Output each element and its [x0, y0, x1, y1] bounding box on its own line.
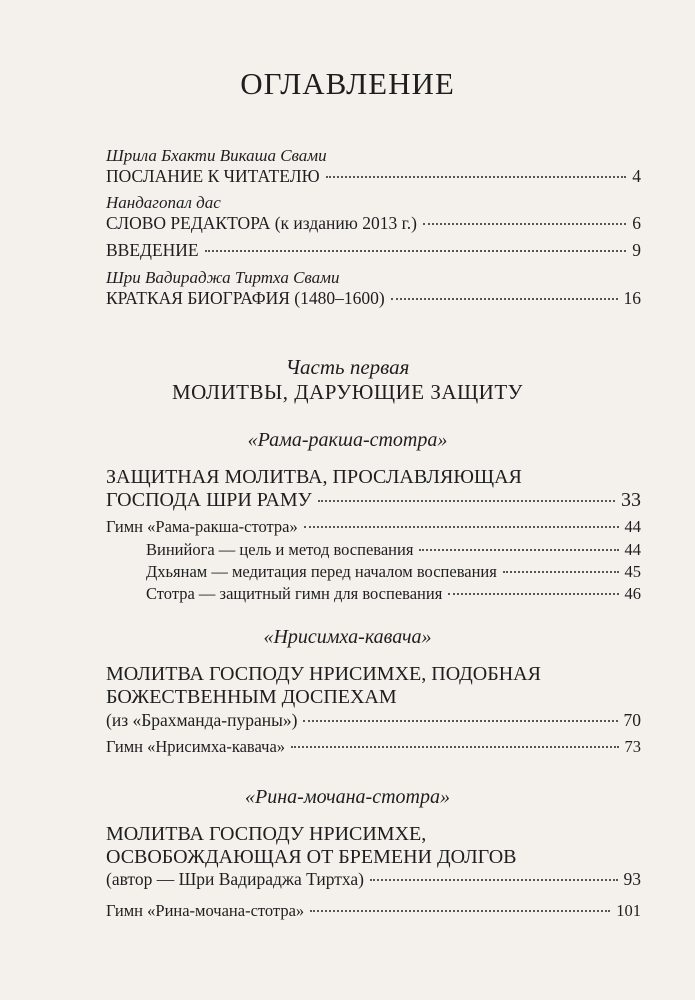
dot-leader [391, 298, 618, 300]
toc-entry-label: (автор — Шри Вадираджа Тиртха) [106, 869, 364, 889]
toc-entry-page: 73 [624, 737, 641, 756]
toc-subentry[interactable] [106, 517, 641, 537]
toc-entry-label: Гимн «Рама-ракша-стотра» [106, 517, 298, 536]
toc-entry-page: 16 [623, 288, 641, 308]
dot-leader [448, 593, 618, 595]
toc-entry-page: 33 [621, 489, 641, 511]
section-heading: ЗАЩИТНАЯ МОЛИТВА, ПРОСЛАВЛЯЮЩАЯ [106, 466, 522, 488]
toc-entry-page: 44 [624, 540, 641, 559]
dot-leader [205, 250, 627, 252]
dot-leader [303, 720, 617, 722]
dot-leader [419, 549, 618, 551]
section-subtitle: «Рина-мочана-стотра» [245, 786, 450, 808]
section-heading: ОСВОБОЖДАЮЩАЯ ОТ БРЕМЕНИ ДОЛГОВ [106, 846, 517, 868]
dot-leader [318, 500, 615, 502]
toc-entry[interactable] [106, 166, 641, 187]
part-title: МОЛИТВЫ, ДАРУЮЩИЕ ЗАЩИТУ [171, 380, 524, 404]
toc-subentry[interactable] [106, 901, 641, 921]
page-title: ОГЛАВЛЕНИЕ [240, 66, 455, 101]
dot-leader [291, 746, 618, 748]
entry-author: Нандагопал дас [106, 193, 221, 212]
toc-entry-label: ПОСЛАНИЕ К ЧИТАТЕЛЮ [106, 166, 320, 186]
part-label: Часть первая [285, 355, 410, 379]
toc-entry-page: 45 [624, 562, 641, 581]
toc-entry-label: Гимн «Нрисимха-кавача» [106, 737, 286, 756]
toc-entry[interactable] [106, 869, 641, 890]
section-heading: МОЛИТВА ГОСПОДУ НРИСИМХЕ, [106, 823, 427, 845]
section-heading: БОЖЕСТВЕННЫМ ДОСПЕХАМ [106, 686, 397, 708]
dot-leader [503, 571, 619, 573]
toc-entry-page: 93 [623, 869, 641, 889]
toc-entry-label: КРАТКАЯ БИОГРАФИЯ (1480–1600) [106, 288, 385, 308]
toc-entry[interactable] [106, 240, 641, 261]
entry-author: Шри Вадираджа Тиртха Свами [106, 268, 340, 287]
toc-entry[interactable] [106, 288, 641, 309]
toc-entry-label: ВВЕДЕНИЕ [106, 240, 199, 260]
toc-entry-label: Гимн «Рина-мочана-стотра» [106, 901, 305, 920]
section-subtitle: «Рама-ракша-стотра» [247, 429, 448, 451]
toc-entry[interactable] [106, 710, 641, 731]
dot-leader [310, 910, 610, 912]
toc-entry-label: Винийога — цель и метод воспевания [146, 540, 414, 559]
toc-entry-page: 46 [624, 584, 641, 603]
section-heading: МОЛИТВА ГОСПОДУ НРИСИМХЕ, ПОДОБНАЯ [106, 663, 541, 685]
toc-subentry[interactable] [146, 540, 641, 560]
dot-leader [423, 223, 626, 225]
dot-leader [326, 176, 627, 178]
toc-entry[interactable] [106, 489, 641, 512]
toc-subentry[interactable] [146, 584, 641, 604]
toc-entry-label: Стотра — защитный гимн для воспевания [146, 584, 443, 603]
toc-entry[interactable] [106, 213, 641, 234]
toc-entry-label: СЛОВО РЕДАКТОРА (к изданию 2013 г.) [106, 213, 418, 233]
toc-entry-page: 44 [624, 517, 641, 536]
toc-subentry[interactable] [146, 562, 641, 582]
toc-entry-page: 70 [623, 710, 641, 730]
toc-entry-label: Дхьянам — медитация перед началом воспевания [146, 562, 497, 581]
dot-leader [304, 526, 619, 528]
toc-subentry[interactable] [106, 737, 641, 757]
toc-entry-label: (из «Брахманда-пураны») [106, 710, 298, 730]
dot-leader [370, 879, 618, 881]
toc-entry-page: 9 [632, 240, 641, 260]
entry-author: Шрила Бхакти Викаша Свами [106, 146, 327, 165]
section-subtitle: «Нрисимха-кавача» [263, 626, 432, 648]
toc-entry-label: ГОСПОДА ШРИ РАМУ [106, 489, 312, 511]
toc-entry-page: 101 [616, 901, 641, 920]
toc-entry-page: 6 [632, 213, 641, 233]
toc-entry-page: 4 [632, 166, 641, 186]
